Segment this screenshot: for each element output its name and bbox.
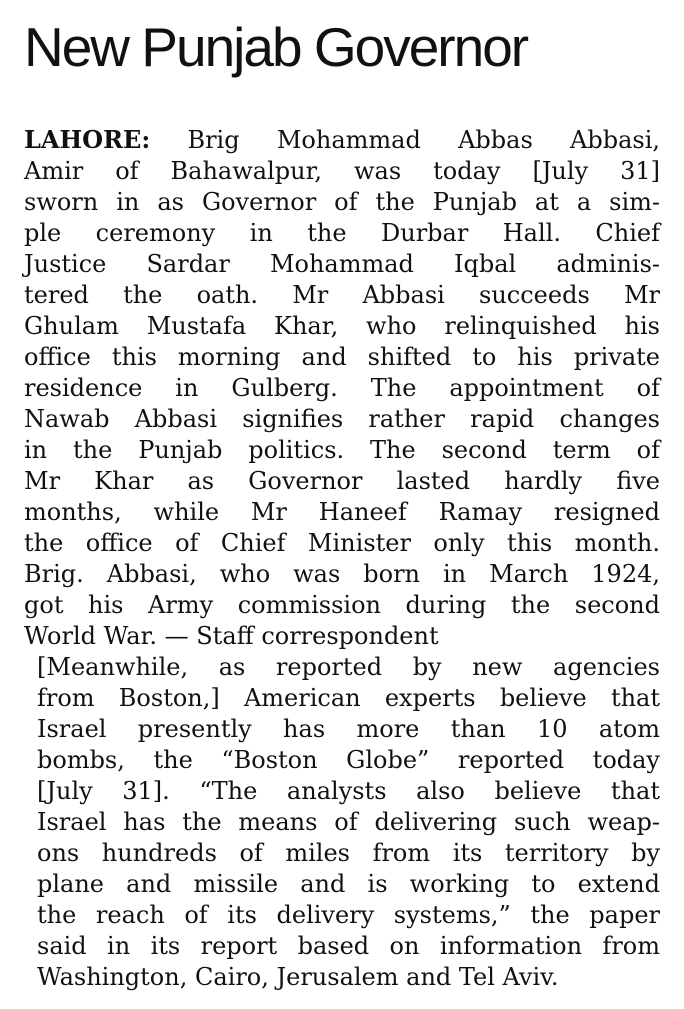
text-line: tered the oath. Mr Abbasi succeeds Mr (24, 281, 660, 309)
text-line: in the Punjab politics. The second term of (24, 436, 660, 464)
text-line: Mr Khar as Governor lasted hardly five (24, 467, 660, 495)
text-line: Justice Sardar Mohammad Iqbal adminis- (24, 250, 660, 278)
paragraph-lahore (24, 124, 660, 652)
text-line: residence in Gulberg. The appointment of (24, 374, 660, 402)
dateline: LAHORE: (24, 125, 151, 154)
text-line: bombs, the “Boston Globe” reported today (37, 746, 660, 774)
text-line: months, while Mr Haneef Ramay resigned (24, 498, 660, 526)
text-line: got his Army commission during the second (24, 591, 660, 619)
text-line: plane and missile and is working to extend (37, 870, 660, 898)
text-line: Washington, Cairo, Jerusalem and Tel Aviv. (37, 963, 559, 991)
headline: New Punjab Governor (24, 16, 528, 78)
text-line: LAHORE: Brig Mohammad Abbas Abbasi, (24, 125, 660, 154)
text-line: sworn in as Governor of the Punjab at a sim- (24, 188, 660, 216)
text-line: World War. — Staff correspondent (24, 622, 439, 650)
text-line: Amir of Bahawalpur, was today [July 31] (24, 157, 660, 185)
text-line: ple ceremony in the Durbar Hall. Chief (24, 219, 660, 247)
text-line: Brig. Abbasi, who was born in March 1924, (24, 560, 660, 588)
text-line: Ghulam Mustafa Khar, who relinquished his (24, 312, 660, 340)
text-line: the office of Chief Minister only this month. (24, 529, 660, 557)
news-article (24, 14, 660, 993)
text-line: [Meanwhile, as reported by new agencies (37, 653, 660, 681)
paragraph-boston (24, 652, 660, 993)
text-line: the reach of its delivery systems,” the paper (37, 901, 660, 929)
text-line: Israel has the means of delivering such weap- (37, 808, 660, 836)
text-line: ons hundreds of miles from its territory by (37, 839, 660, 867)
text-line: Israel presently has more than 10 atom (37, 715, 660, 743)
text-line: office this morning and shifted to his private (24, 343, 660, 371)
text-line: from Boston,] American experts believe that (37, 684, 660, 712)
text-line: said in its report based on information from (37, 932, 660, 960)
text-line: [July 31]. “The analysts also believe that (37, 777, 660, 805)
text-line: Nawab Abbasi signifies rather rapid changes (24, 405, 660, 433)
